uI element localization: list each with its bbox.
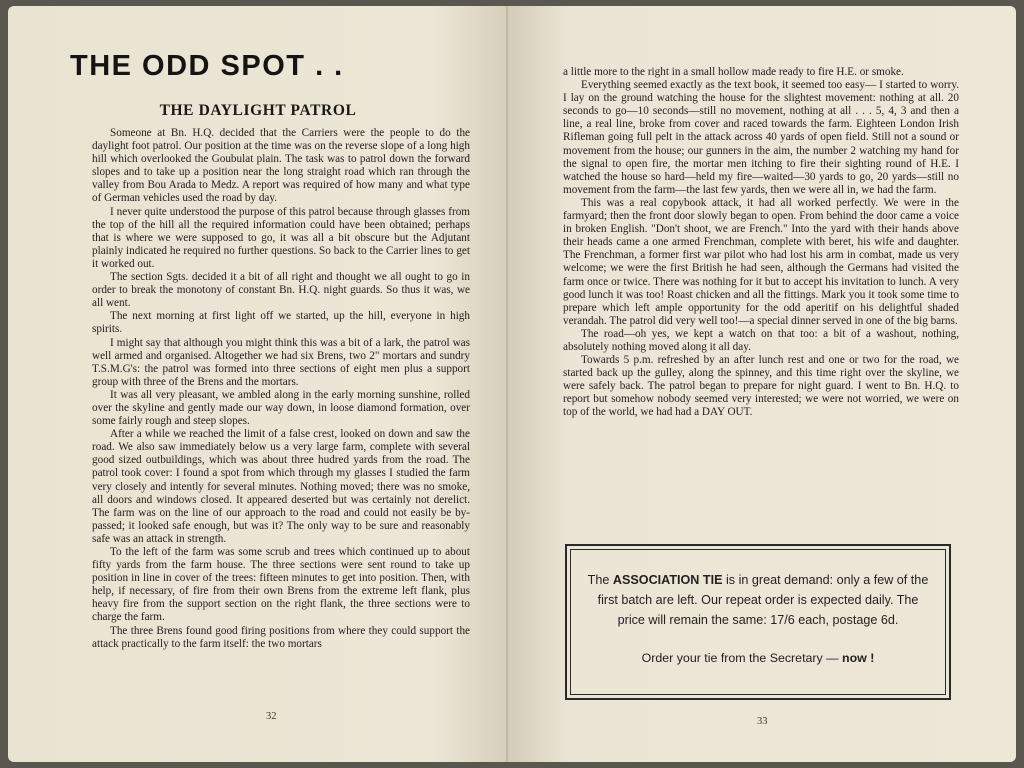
paragraph: To the left of the farm was some scrub and trees which continued up to about fifty yards from the farm house. The three sections were sent round to take up position in line in cover of the trees: fifteen minutes to get into position. Then, with help, if necessary, of fire from their own Brens from the extreme left flank, plus heavy fire from the support section on the right flank, the three sections were to charge the farm. [92, 546, 470, 624]
page-number-left: 32 [266, 711, 277, 722]
notice-text [585, 570, 931, 630]
paragraph: The road—oh yes, we kept a watch on that too: a bit of a washout, nothing, absolutely nothing moved along it all day. [563, 327, 959, 353]
notice-order-text: Order your tie from the Secretary — [641, 651, 843, 665]
paragraph: The three Brens found good firing positions from where they could support the attack practically to the farm itself: the two mortars [92, 624, 470, 650]
right-page [508, 6, 1016, 762]
paragraph: I might say that although you might think this was a bit of a lark, the patrol was well armed and organised. Altogether we had six Brens, two 2" mortars and sundry T.S.M.G's: the patrol was formed into three sections of eight men plus a support group with three of the Brens and the mortars. [92, 336, 470, 388]
paragraph: I never quite understood the purpose of this patrol because through glasses from the top of the hill all the required information could have been obtained; perhaps that is where we were supposed to go, it was all a bit obscure but the Adjutant plainly indicated he required no further questions. So back to the Carrier lines to get it worked out. [92, 205, 470, 270]
notice-body: is in great demand: only a few of the first batch are left. Our repeat order is expected daily. The price will remain the same: 17/6 each, postage 6d. [597, 573, 929, 627]
left-article-column [92, 127, 470, 651]
right-article-column [563, 66, 959, 420]
paragraph: After a while we reached the limit of a false crest, looked on down and saw the road. We also saw immediately below us a very large farm, complete with several good sized outbuildings, which was about three hudred yards from the road. The patrol took cover: I found a spot from which through my glasses I studied the farm very closely and intently for several minutes. Nothing moved; there was no smoke, all doors and windows closed. It appeared deserted but was certainly not derelict. The farm was on the line of our approach to the road and could not easily be by-passed; it looked safe enough, but was it? The only way to be sure and reasonably safe was an attack in strength. [92, 428, 470, 545]
paragraph: a little more to the right in a small hollow made ready to fire H.E. or smoke. [563, 66, 904, 78]
page-heading: THE ODD SPOT . . [70, 50, 344, 82]
notice-order-line [585, 648, 931, 668]
left-page [8, 6, 508, 762]
paragraph: Towards 5 p.m. refreshed by an after lunch rest and one or two for the road, we started back up the gulley, along the spinney, and this time right over the skyline, we were safely back. The patrol began to prepare for night guard. I went to Bn. H.Q. to report but somehow nobody seemed very interested; we were not worried, we were on top of the world, we had had a DAY OUT. [563, 354, 959, 419]
page-number-right: 33 [757, 716, 768, 727]
paragraph: The next morning at first light off we started, up the hill, everyone in high spirits. [92, 310, 470, 336]
paragraph: Everything seemed exactly as the text book, it seemed too easy— I started to worry. I lay on the ground watching the house for the slightest movement: nothing at all. 20 seconds to go—10 seconds—still no movement, nothing at all . . . 5, 4, 3 and then a line, a real line, broke from cover and raced towards the farm. Eighteen London Irish Rifleman going full pelt in the attack across 40 yards of open field. Still not a sound or movement from the house; our gunners in the aim, the number 2 watching my hand for the signal to open fire, the mortar men itching to fire their sighting round of H.E. I watched the house so hard—held my fire—waited—30 yards to go, 20 yards—still no movement from the farm—the last few yards, then we were all in, we had the farm. [563, 79, 959, 196]
association-tie-notice [565, 544, 951, 700]
article-title: THE DAYLIGHT PATROL [159, 102, 357, 119]
paragraph: Someone at Bn. H.Q. decided that the Carriers were the people to do the daylight foot patrol. Our position at the time was on the reverse slope of a long high hill which overlooked the Goubulat plain. The task was to patrol down the forward slopes and to take up a position near the long straight road which ran through the valley from Bou Arada to Medz. A report was required of how many and what type of German vehicles used the road by day. [92, 127, 470, 205]
paragraph: The section Sgts. decided it a bit of all right and thought we all ought to go in order to break the monotony of constant Bn. H.Q. night guards. So thus it was, we all went. [92, 271, 470, 310]
notice-inner-frame [570, 549, 946, 695]
paragraph: It was all very pleasant, we ambled along in the early morning sunshine, rolled over the skyline and gently made our way down, in loose diamond formation, over some fairly rough and steep slopes. [92, 388, 470, 428]
paragraph: This was a real copybook attack, it had all worked perfectly. We were in the farmyard; then the front door slowly began to open. From behind the door came a voice in broken English. "Don't shoot, we are French." Into the yard with their hands above their heads came a one armed Frenchman, complete with beret, his wife and daughter. The Frenchman, a former first war pilot who had lost his arm in combat, made us very welcome; we were the first British he had seen, although the Germans had visited the farm once or twice. There was nothing for it but to accept his invitation to lunch. A very good lunch it was too! Roast chicken and all the fittings. Mark you it took some time to prepare which left ample opportunity for the odd aperitif on his delightful shaded verandah. The patrol did very well too!—a special dinner served in one of the big barns. [563, 196, 959, 327]
notice-prefix: The [587, 573, 613, 587]
notice-highlight: ASSOCIATION TIE [612, 573, 723, 587]
notice-order-emphasis: now ! [842, 651, 875, 665]
